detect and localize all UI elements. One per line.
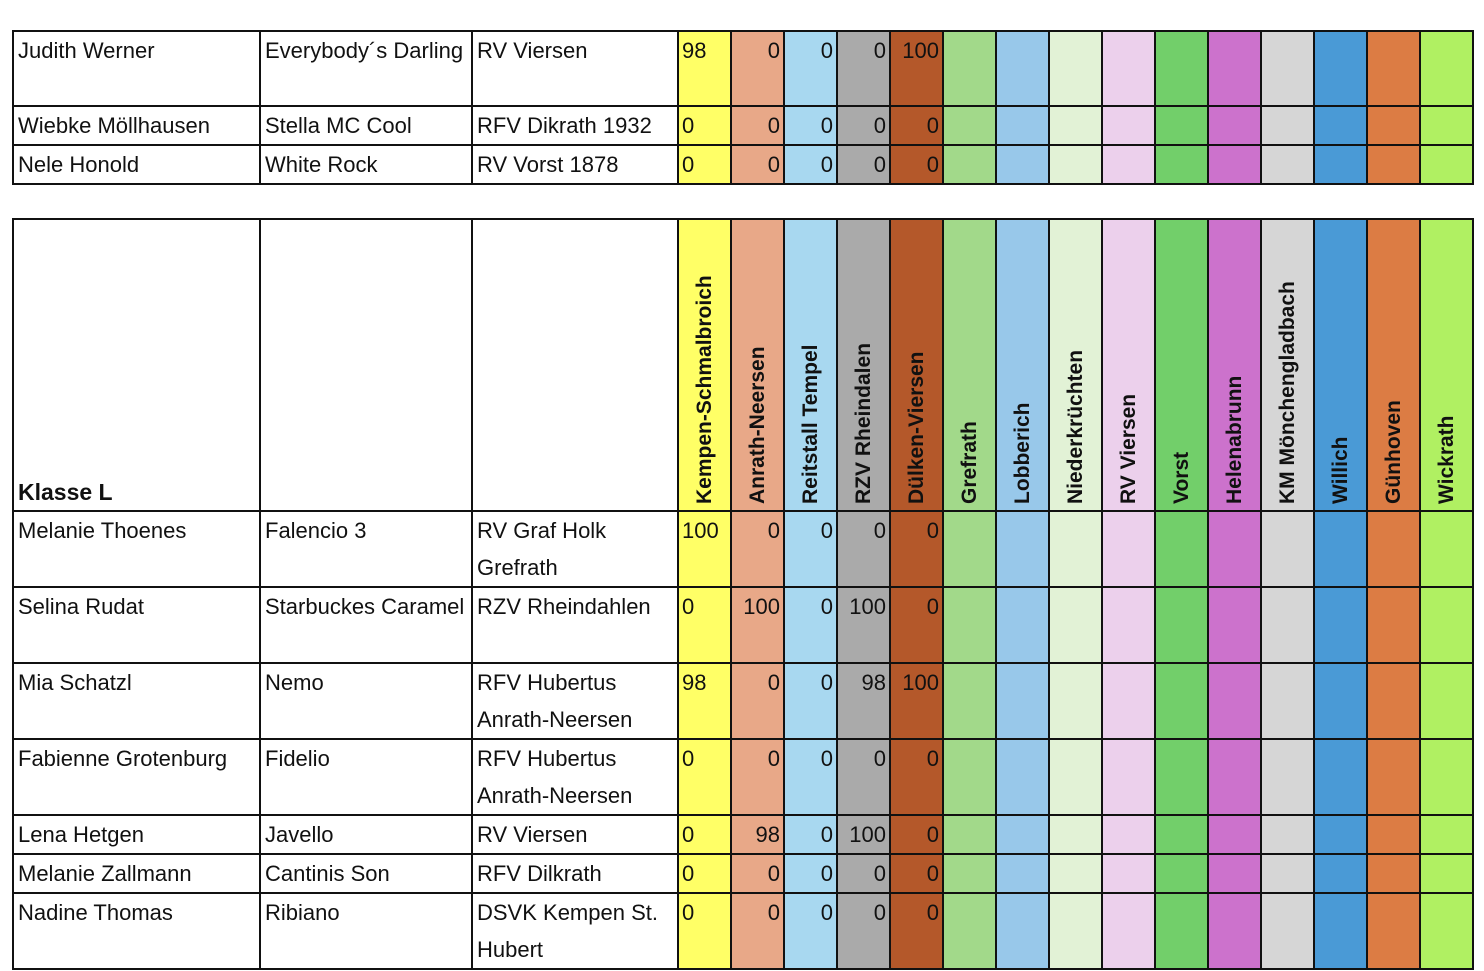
empty-score-cell [996,145,1049,184]
empty-score-cell [1102,815,1155,854]
empty-score-cell [1155,815,1208,854]
empty-score-cell [996,511,1049,587]
empty-score-cell [996,854,1049,893]
horse-cell: Falencio 3 [260,511,472,587]
empty-score-cell [1102,106,1155,145]
empty-score-cell [1208,511,1261,587]
column-header-helenabrunn [1208,219,1261,511]
score-cell: 0 [678,145,731,184]
rider-cell: Mia Schatzl [13,663,260,739]
score-cell: 0 [678,893,731,969]
column-header-dülken-viersen [890,219,943,511]
empty-score-cell [1314,145,1367,184]
column-header-niederkrüchten [1049,219,1102,511]
empty-score-cell [1155,145,1208,184]
score-cell: 0 [837,511,890,587]
rider-cell: Judith Werner [13,31,260,106]
empty-score-cell [1208,31,1261,106]
column-header-rzv-rheindalen [837,219,890,511]
empty-score-cell [1367,739,1420,815]
score-cell: 98 [678,663,731,739]
column-header-label: Dülken-Viersen [904,351,928,504]
empty-score-cell [996,106,1049,145]
empty-score-cell [1367,815,1420,854]
score-cell: 0 [837,31,890,106]
score-cell: 100 [837,587,890,663]
empty-score-cell [1261,893,1314,969]
score-cell: 0 [784,587,837,663]
empty-score-cell [943,587,996,663]
empty-score-cell [943,663,996,739]
table-row [13,106,1473,145]
column-header-label: Vorst [1169,451,1193,504]
score-cell: 0 [890,587,943,663]
club-cell: RFV Dilkrath [472,854,678,893]
column-header-label: Grefrath [957,421,981,504]
table-row [13,663,1473,739]
column-header-label: Helenabrunn [1222,375,1246,504]
score-cell: 0 [784,106,837,145]
empty-score-cell [1367,854,1420,893]
class-label: Klasse L [13,219,260,511]
score-cell: 100 [837,815,890,854]
empty-score-cell [943,106,996,145]
empty-score-cell [1102,854,1155,893]
empty-score-cell [943,511,996,587]
empty-score-cell [1314,31,1367,106]
empty-score-cell [1261,739,1314,815]
empty-score-cell [1367,106,1420,145]
score-cell: 0 [890,893,943,969]
empty-score-cell [943,145,996,184]
empty-score-cell [1420,854,1473,893]
column-header-kempen-schmalbroich [678,219,731,511]
score-cell: 98 [678,31,731,106]
score-cell: 0 [678,739,731,815]
empty-score-cell [1314,739,1367,815]
empty-score-cell [1420,106,1473,145]
column-header-label: Kempen-Schmalbroich [692,275,716,504]
empty-score-cell [1049,145,1102,184]
column-header-grefrath [943,219,996,511]
score-cell: 100 [731,587,784,663]
horse-cell: Everybody´s Darling [260,31,472,106]
score-cell: 0 [784,145,837,184]
column-header-km-mönchengladbach [1261,219,1314,511]
empty-score-cell [1261,145,1314,184]
score-cell: 0 [890,815,943,854]
score-cell: 0 [731,739,784,815]
results-table-klasse-l [12,218,1474,970]
rider-cell: Melanie Thoenes [13,511,260,587]
club-cell: RV Viersen [472,31,678,106]
table-row [13,854,1473,893]
score-cell: 0 [784,663,837,739]
score-cell: 0 [784,893,837,969]
empty-score-cell [1420,31,1473,106]
column-header-label: Niederkrüchten [1063,349,1087,504]
empty-score-cell [943,31,996,106]
rider-cell: Nadine Thomas [13,893,260,969]
empty-score-cell [1049,587,1102,663]
score-cell: 0 [678,106,731,145]
empty-score-cell [1367,511,1420,587]
empty-score-cell [1314,511,1367,587]
empty-score-cell [1102,145,1155,184]
empty-score-cell [943,815,996,854]
horse-cell: Ribiano [260,893,472,969]
score-cell: 0 [731,663,784,739]
empty-score-cell [1102,31,1155,106]
column-header-rv-viersen [1102,219,1155,511]
club-cell: RV Viersen [472,815,678,854]
score-cell: 0 [890,511,943,587]
empty-score-cell [1367,31,1420,106]
empty-score-cell [1420,663,1473,739]
score-cell: 0 [731,31,784,106]
score-cell: 0 [678,587,731,663]
horse-cell: White Rock [260,145,472,184]
empty-score-cell [1208,145,1261,184]
empty-score-cell [1208,893,1261,969]
column-header-reitstall-tempel [784,219,837,511]
rider-cell: Nele Honold [13,145,260,184]
score-cell: 100 [678,511,731,587]
empty-score-cell [996,587,1049,663]
empty-score-cell [1261,663,1314,739]
table-row [13,815,1473,854]
column-header-label: Anrath-Neersen [745,346,769,504]
empty-score-cell [1102,739,1155,815]
column-header-label: Willich [1328,436,1352,504]
empty-score-cell [1367,663,1420,739]
empty-score-cell [1049,663,1102,739]
score-cell: 0 [784,739,837,815]
column-header-label: Lobberich [1010,402,1034,504]
empty-score-cell [1155,663,1208,739]
empty-score-cell [1208,815,1261,854]
empty-score-cell [943,854,996,893]
results-table-1 [12,30,1474,185]
column-header-label: KM Mönchengladbach [1275,281,1299,504]
empty-score-cell [1155,854,1208,893]
empty-score-cell [1049,854,1102,893]
score-cell: 0 [678,815,731,854]
club-cell: RV Graf Holk Grefrath [472,511,678,587]
empty-score-cell [1155,31,1208,106]
empty-score-cell [1049,893,1102,969]
table-row [13,587,1473,663]
score-cell: 0 [784,815,837,854]
column-header-label: Wickrath [1434,415,1458,504]
empty-score-cell [996,663,1049,739]
header-row [13,219,1473,511]
score-cell: 0 [731,893,784,969]
header-horse-blank [260,219,472,511]
empty-score-cell [1155,893,1208,969]
score-cell: 0 [731,145,784,184]
score-cell: 0 [837,854,890,893]
table-row [13,145,1473,184]
club-cell: DSVK Kempen St. Hubert [472,893,678,969]
column-header-willich [1314,219,1367,511]
empty-score-cell [1367,145,1420,184]
horse-cell: Javello [260,815,472,854]
score-cell: 0 [784,31,837,106]
score-cell: 0 [837,106,890,145]
score-cell: 0 [731,854,784,893]
score-cell: 0 [890,145,943,184]
column-header-wickrath [1420,219,1473,511]
table-row [13,739,1473,815]
empty-score-cell [1420,511,1473,587]
empty-score-cell [1155,587,1208,663]
empty-score-cell [1102,893,1155,969]
column-header-label: RV Viersen [1116,393,1140,504]
empty-score-cell [1049,31,1102,106]
empty-score-cell [1314,893,1367,969]
empty-score-cell [1049,739,1102,815]
score-cell: 98 [731,815,784,854]
horse-cell: Nemo [260,663,472,739]
empty-score-cell [1420,739,1473,815]
score-cell: 0 [890,106,943,145]
club-cell: RZV Rheindahlen [472,587,678,663]
empty-score-cell [1208,854,1261,893]
rider-cell: Melanie Zallmann [13,854,260,893]
score-cell: 0 [837,739,890,815]
empty-score-cell [1155,511,1208,587]
empty-score-cell [1261,106,1314,145]
score-cell: 0 [890,739,943,815]
score-cell: 0 [731,511,784,587]
empty-score-cell [1155,739,1208,815]
horse-cell: Stella MC Cool [260,106,472,145]
empty-score-cell [1314,663,1367,739]
empty-score-cell [1208,587,1261,663]
empty-score-cell [1208,106,1261,145]
empty-score-cell [1420,815,1473,854]
empty-score-cell [1102,587,1155,663]
club-cell: RFV Hubertus Anrath-Neersen [472,739,678,815]
empty-score-cell [1261,587,1314,663]
empty-score-cell [1367,587,1420,663]
empty-score-cell [943,893,996,969]
score-cell: 0 [784,511,837,587]
table-row [13,893,1473,969]
empty-score-cell [1261,854,1314,893]
empty-score-cell [996,739,1049,815]
empty-score-cell [1314,815,1367,854]
empty-score-cell [1155,106,1208,145]
column-header-label: Reitstall Tempel [798,344,822,504]
empty-score-cell [1367,893,1420,969]
empty-score-cell [1261,815,1314,854]
empty-score-cell [1208,739,1261,815]
empty-score-cell [996,893,1049,969]
score-cell: 98 [837,663,890,739]
empty-score-cell [1102,663,1155,739]
score-cell: 0 [837,893,890,969]
horse-cell: Fidelio [260,739,472,815]
empty-score-cell [996,31,1049,106]
column-header-lobberich [996,219,1049,511]
empty-score-cell [1420,893,1473,969]
empty-score-cell [1208,663,1261,739]
score-cell: 100 [890,31,943,106]
horse-cell: Cantinis Son [260,854,472,893]
column-header-label: RZV Rheindalen [851,342,875,504]
column-header-günhoven [1367,219,1420,511]
rider-cell: Fabienne Grotenburg [13,739,260,815]
score-cell: 0 [890,854,943,893]
club-cell: RFV Dikrath 1932 [472,106,678,145]
column-header-anrath-neersen [731,219,784,511]
header-club-blank [472,219,678,511]
empty-score-cell [996,815,1049,854]
table-row [13,31,1473,106]
empty-score-cell [1314,106,1367,145]
empty-score-cell [943,739,996,815]
empty-score-cell [1049,815,1102,854]
club-cell: RV Vorst 1878 [472,145,678,184]
horse-cell: Starbuckes Caramel [260,587,472,663]
empty-score-cell [1420,587,1473,663]
rider-cell: Wiebke Möllhausen [13,106,260,145]
club-cell: RFV Hubertus Anrath-Neersen [472,663,678,739]
empty-score-cell [1420,145,1473,184]
column-header-label: Günhoven [1381,400,1405,504]
score-cell: 0 [837,145,890,184]
empty-score-cell [1049,511,1102,587]
empty-score-cell [1314,854,1367,893]
table-row [13,511,1473,587]
empty-score-cell [1261,31,1314,106]
score-cell: 100 [890,663,943,739]
score-cell: 0 [678,854,731,893]
score-cell: 0 [784,854,837,893]
score-cell: 0 [731,106,784,145]
column-header-vorst [1155,219,1208,511]
empty-score-cell [1314,587,1367,663]
rider-cell: Lena Hetgen [13,815,260,854]
empty-score-cell [1102,511,1155,587]
empty-score-cell [1049,106,1102,145]
rider-cell: Selina Rudat [13,587,260,663]
empty-score-cell [1261,511,1314,587]
